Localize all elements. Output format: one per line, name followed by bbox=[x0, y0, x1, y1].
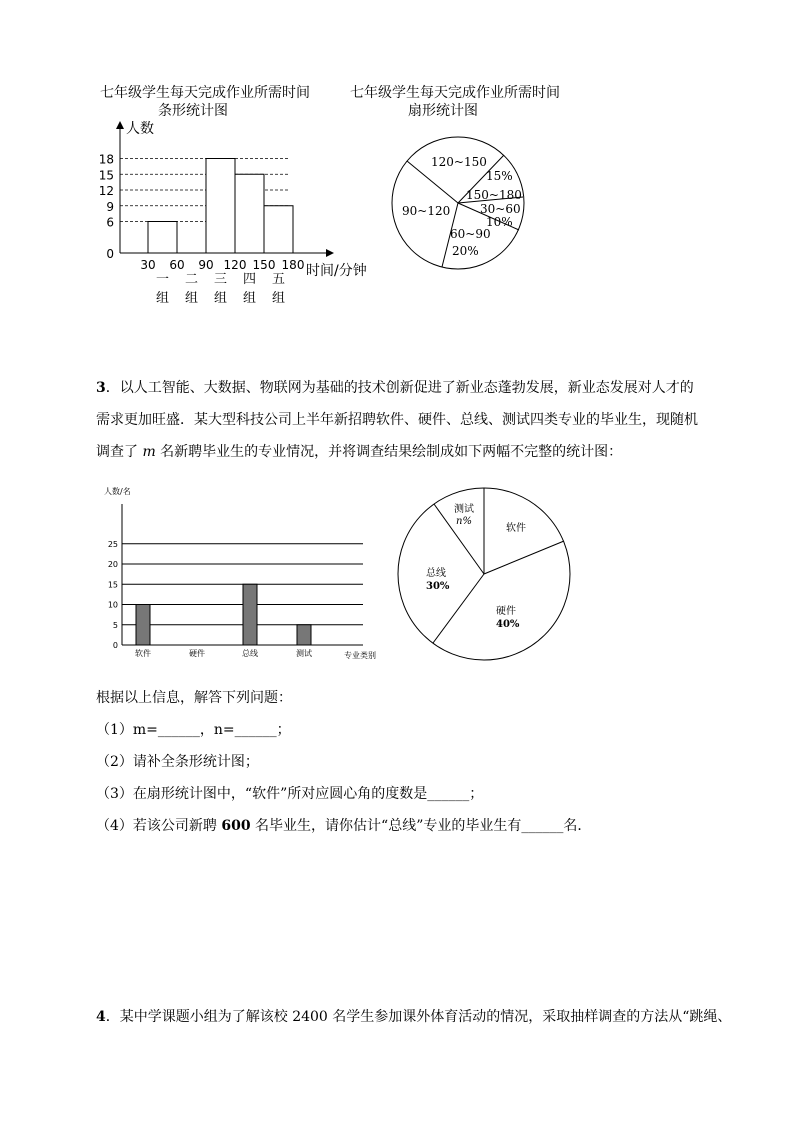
x-tick-label: 120 bbox=[223, 258, 247, 272]
bar bbox=[206, 159, 235, 254]
x-tick-label: 测试 bbox=[296, 649, 312, 658]
group-label: 组 bbox=[271, 291, 286, 306]
slice-label: 150~180 bbox=[466, 188, 522, 202]
bar bbox=[235, 174, 264, 253]
question-4-text bbox=[96, 1006, 731, 1026]
slice-label: 60~90 bbox=[450, 227, 491, 241]
homework-time-bar-chart bbox=[90, 115, 390, 310]
y-tick-label: 10 bbox=[107, 600, 118, 610]
x-tick-label: 150 bbox=[252, 258, 276, 272]
chart2-title: 七年级学生每天完成作业所需时间 bbox=[350, 85, 560, 101]
var-m: m bbox=[142, 444, 156, 460]
y-tick-label: 12 bbox=[98, 184, 114, 198]
q3-sub-4b: 名毕业生，请你估计“总线”专业的毕业生有______名． bbox=[250, 818, 592, 834]
pie-divider bbox=[484, 541, 564, 574]
chart1-title: 七年级学生每天完成作业所需时间 bbox=[100, 85, 310, 101]
x-tick-label: 60 bbox=[169, 258, 185, 272]
slice-pct-label: 40% bbox=[496, 619, 520, 630]
slice-label: 测试 bbox=[454, 504, 474, 515]
chart1-subtitle: 条形统计图 bbox=[158, 103, 228, 119]
q3-sub-4 bbox=[96, 815, 591, 835]
y-tick-label: 9 bbox=[106, 199, 114, 214]
bar bbox=[136, 605, 150, 646]
question-number: 4 bbox=[96, 1009, 106, 1025]
y-tick-label: 0 bbox=[112, 641, 118, 650]
y-tick-label: 25 bbox=[107, 539, 118, 549]
slice-pct-label: 10% bbox=[486, 215, 513, 229]
x-tick-label: 硬件 bbox=[189, 649, 205, 658]
y-tick-label: 20 bbox=[107, 560, 118, 569]
group-label: 三 bbox=[213, 272, 228, 287]
slice-label: 90~120 bbox=[402, 204, 451, 218]
bar bbox=[297, 625, 311, 645]
q3-line-3a: 调查了 bbox=[96, 444, 143, 460]
bar bbox=[243, 584, 257, 645]
slice-pct-label: 15% bbox=[486, 169, 513, 183]
x-tick-label: 软件 bbox=[135, 649, 151, 658]
x-tick-label: 30 bbox=[140, 258, 156, 272]
group-label: 组 bbox=[155, 291, 170, 306]
y-tick-label: 15 bbox=[107, 580, 118, 590]
q3-sub-2: （2）请补全条形统计图； bbox=[96, 754, 259, 770]
bar bbox=[264, 206, 293, 253]
x-tick-label: 90 bbox=[198, 258, 214, 272]
homework-time-pie-chart bbox=[388, 118, 538, 278]
major-pie-chart bbox=[396, 486, 576, 666]
slice-label: 120~150 bbox=[431, 155, 487, 169]
question-3-text bbox=[96, 372, 706, 468]
x-axis-label: 时间/分钟 bbox=[306, 263, 367, 279]
x-axis-label: 专业类别 bbox=[344, 651, 376, 660]
y-tick-label: 18 bbox=[98, 152, 114, 167]
q3-line-2: 需求更加旺盛．某大型科技公司上半年新招聘软件、硬件、总线、测试四类专业的毕业生，现随机 bbox=[96, 412, 698, 428]
group-label: 四 bbox=[242, 272, 257, 287]
y-axis-label: 人数 bbox=[126, 121, 154, 137]
y-axis-label: 人数/名 bbox=[104, 487, 131, 496]
chart2-subtitle: 扇形统计图 bbox=[408, 103, 478, 119]
x-tick-label: 180 bbox=[281, 258, 305, 272]
group-label: 组 bbox=[242, 291, 257, 306]
y-tick-label: 15 bbox=[98, 168, 114, 183]
q4-line-1: ．某中学课题小组为了解该校 2400 名学生参加课外体育活动的情况，采取抽样调查的方法从“跳绳、 bbox=[105, 1009, 732, 1025]
major-bar-chart bbox=[100, 484, 390, 664]
y-tick-label: 5 bbox=[112, 620, 118, 630]
bar bbox=[148, 222, 177, 254]
question-number: 3 bbox=[96, 380, 106, 396]
slice-label: 30~60 bbox=[480, 202, 521, 216]
x-tick-label: 总线 bbox=[242, 649, 258, 658]
q3-line-1: ．以人工智能、大数据、物联网为基础的技术创新促进了新业态蓬勃发展，新业态发展对人才的 bbox=[105, 380, 694, 396]
q3-sub-4-num: 600 bbox=[221, 818, 251, 834]
q3-line-3b: 名新聘毕业生的专业情况，并将调查结果绘制成如下两幅不完整的统计图： bbox=[155, 444, 623, 460]
slice-pct-label: 20% bbox=[452, 244, 479, 258]
group-label: 组 bbox=[184, 291, 199, 306]
q3-sub-1: （1）m=______，n=______； bbox=[96, 722, 291, 738]
q3-sub-4a: （4）若该公司新聘 bbox=[96, 818, 222, 834]
q3-sub-3: （3）在扇形统计图中，“软件”所对应圆心角的度数是______； bbox=[96, 786, 484, 802]
group-label: 组 bbox=[213, 291, 228, 306]
y-tick-label: 6 bbox=[106, 215, 114, 230]
group-label: 五 bbox=[271, 272, 286, 287]
slice-label: 软件 bbox=[506, 523, 526, 534]
q3-intro: 根据以上信息，解答下列问题： bbox=[96, 690, 292, 706]
slice-pct-label: 30% bbox=[426, 581, 450, 592]
slice-label: 硬件 bbox=[496, 606, 516, 617]
group-label: 一 bbox=[155, 272, 170, 287]
slice-pct-label: n% bbox=[456, 516, 472, 527]
y-tick-label: 0 bbox=[106, 247, 114, 261]
slice-label: 总线 bbox=[426, 568, 446, 579]
group-label: 二 bbox=[184, 272, 199, 287]
